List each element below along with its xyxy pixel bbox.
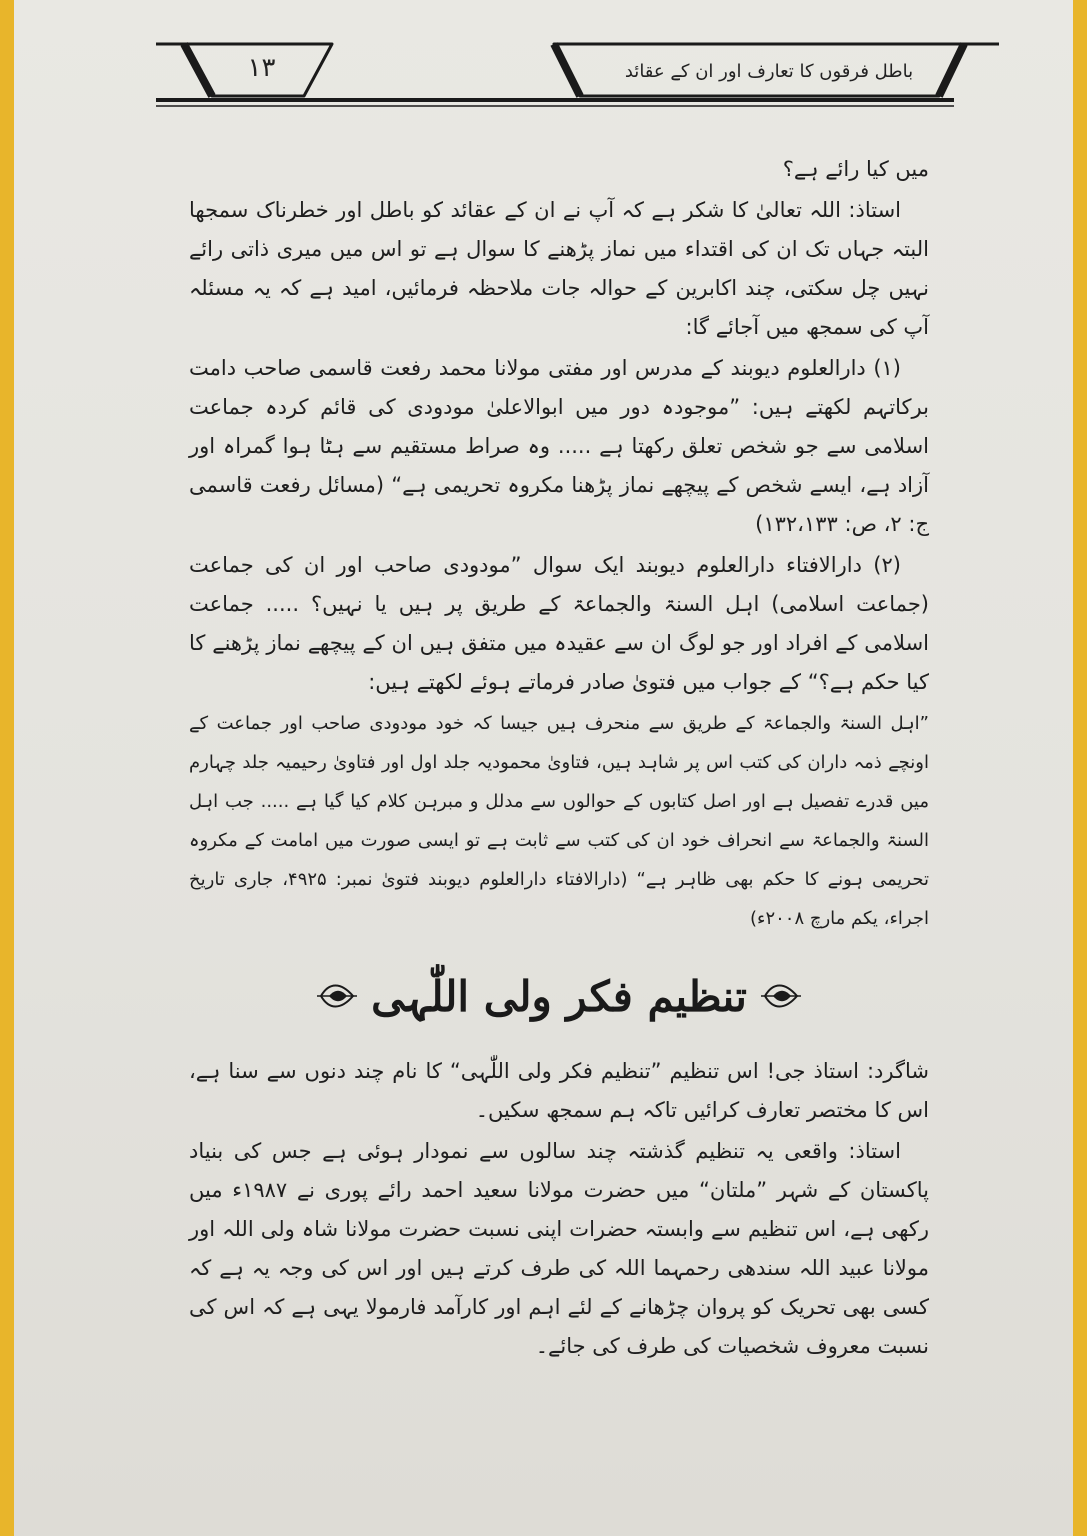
section-heading bbox=[315, 971, 803, 1021]
running-title: باطل فرقوں کا تعارف اور ان کے عقائد bbox=[624, 61, 914, 82]
book-page bbox=[14, 0, 1073, 1536]
page-edge-right bbox=[1073, 0, 1087, 1536]
ornament-left-icon bbox=[315, 974, 359, 1018]
paragraph-intro: میں کیا رائے ہے؟ bbox=[782, 157, 929, 181]
paragraph-fatwa-1: (۱) دارالعلوم دیوبند کے مدرس اور مفتی مولانا محمد رفعت قاسمی صاحب دامت برکاتہم لکھتے ہیں: ”موجودہ دور میں ابوالاعلیٰ مودودی کی قائم کردہ جماعت اسلامی سے جو شخص تعلق رکھتا ہے ..... وہ صراط مستقیم سے ہٹا ہوا گمراہ اور آزاد ہے، ایسے شخص کے پیچھے نماز پڑھنا مکروہ تحریمی ہے“ (مسائل رفعت قاسمی ج: ۲، ص: ۱۳۲،۱۳۳) bbox=[189, 356, 929, 536]
paragraph-reply: استاذ: واقعی یہ تنظیم گذشتہ چند سالوں سے نمودار ہوئی ہے جس کی بنیاد پاکستان کے شہر ”ملتان“ میں حضرت مولانا سعید احمد رائے پوری نے ۱۹۸۷ء میں رکھی ہے، اس تنظیم سے وابستہ حضرات اپنی نسبت حضرت مولانا شاہ ولی اللہ اور مولانا عبید اللہ سندھی رحمہما اللہ کی طرف کرتے ہیں اور اس کی وجہ یہ ہے کہ کسی بھی تحریک کو پروان چڑھانے کے لئے اہم اور کارآمد فارمولا یہی ہے کہ اس کی نسبت معروف شخصیات کی طرف کی جائے۔ bbox=[189, 1139, 929, 1358]
body-text bbox=[189, 150, 929, 1366]
page-number: ١٣ bbox=[247, 53, 276, 83]
section-heading-block bbox=[189, 946, 929, 1046]
paragraph-answer: استاذ: اللہ تعالیٰ کا شکر ہے کہ آپ نے ان کے عقائد کو باطل اور خطرناک سمجھا البتہ جہاں تک ان کی اقتداء میں نماز پڑھنے کا سوال ہے تو اس میں میری ذاتی رائے نہیں چل سکتی، چند اکابرین کے حوالہ جات ملاحظہ فرمائیں، امید ہے کہ یہ مسئلہ آپ کی سمجھ میں آجائے گا: bbox=[189, 198, 929, 339]
paragraph-fatwa-2: (۲) دارالافتاء دارالعلوم دیوبند ایک سوال ”مودودی صاحب اور ان کی جماعت (جماعت اسلامی) اہل السنۃ والجماعۃ کے طریق پر ہیں یا نہیں؟ ..... جماعت اسلامی کے افراد اور جو لوگ ان سے عقیدہ میں متفق ہیں ان کے پیچھے نماز پڑھنے کا کیا حکم ہے؟“ کے جواب میں فتویٰ صادر فرماتے ہوئے لکھتے ہیں: bbox=[189, 553, 929, 694]
paragraph-fatwa-2-quote: ”اہل السنۃ والجماعۃ کے طریق سے منحرف ہیں جیسا کہ خود مودودی صاحب اور جماعت کے اونچے ذمہ داران کی کتب اس پر شاہد ہیں، فتاویٰ محمودیہ جلد اول اور فتاویٰ رحیمیہ جلد چہارم میں قدرے تفصیل ہے اور اصل کتابوں کے حوالوں سے مدلل و مبرہن کلام کیا گیا ہے ..... جب اہل السنۃ والجماعۃ سے انحراف خود ان کی کتب سے ثابت ہے تو ایسی صورت میں امامت کے مکروہ تحریمی ہونے کا حکم بھی ظاہر ہے“ (دارالافتاء دارالعلوم دیوبند فتویٰ نمبر: ۴۹۲۵، جاری تاریخ اجراء، یکم مارچ ۲۰۰۸ء) bbox=[189, 713, 929, 929]
paragraph-question: شاگرد: استاذ جی! اس تنظیم ”تنظیم فکر ولی اللّٰہی“ کا نام چند دنوں سے سنا ہے، اس کا مختصر تعارف کرائیں تاکہ ہم سمجھ سکیں۔ bbox=[189, 1059, 929, 1122]
page-edge-left bbox=[0, 0, 14, 1536]
ornament-right-icon bbox=[759, 974, 803, 1018]
section-heading-text: تنظیم فکر ولی اللّٰہی bbox=[371, 971, 747, 1021]
